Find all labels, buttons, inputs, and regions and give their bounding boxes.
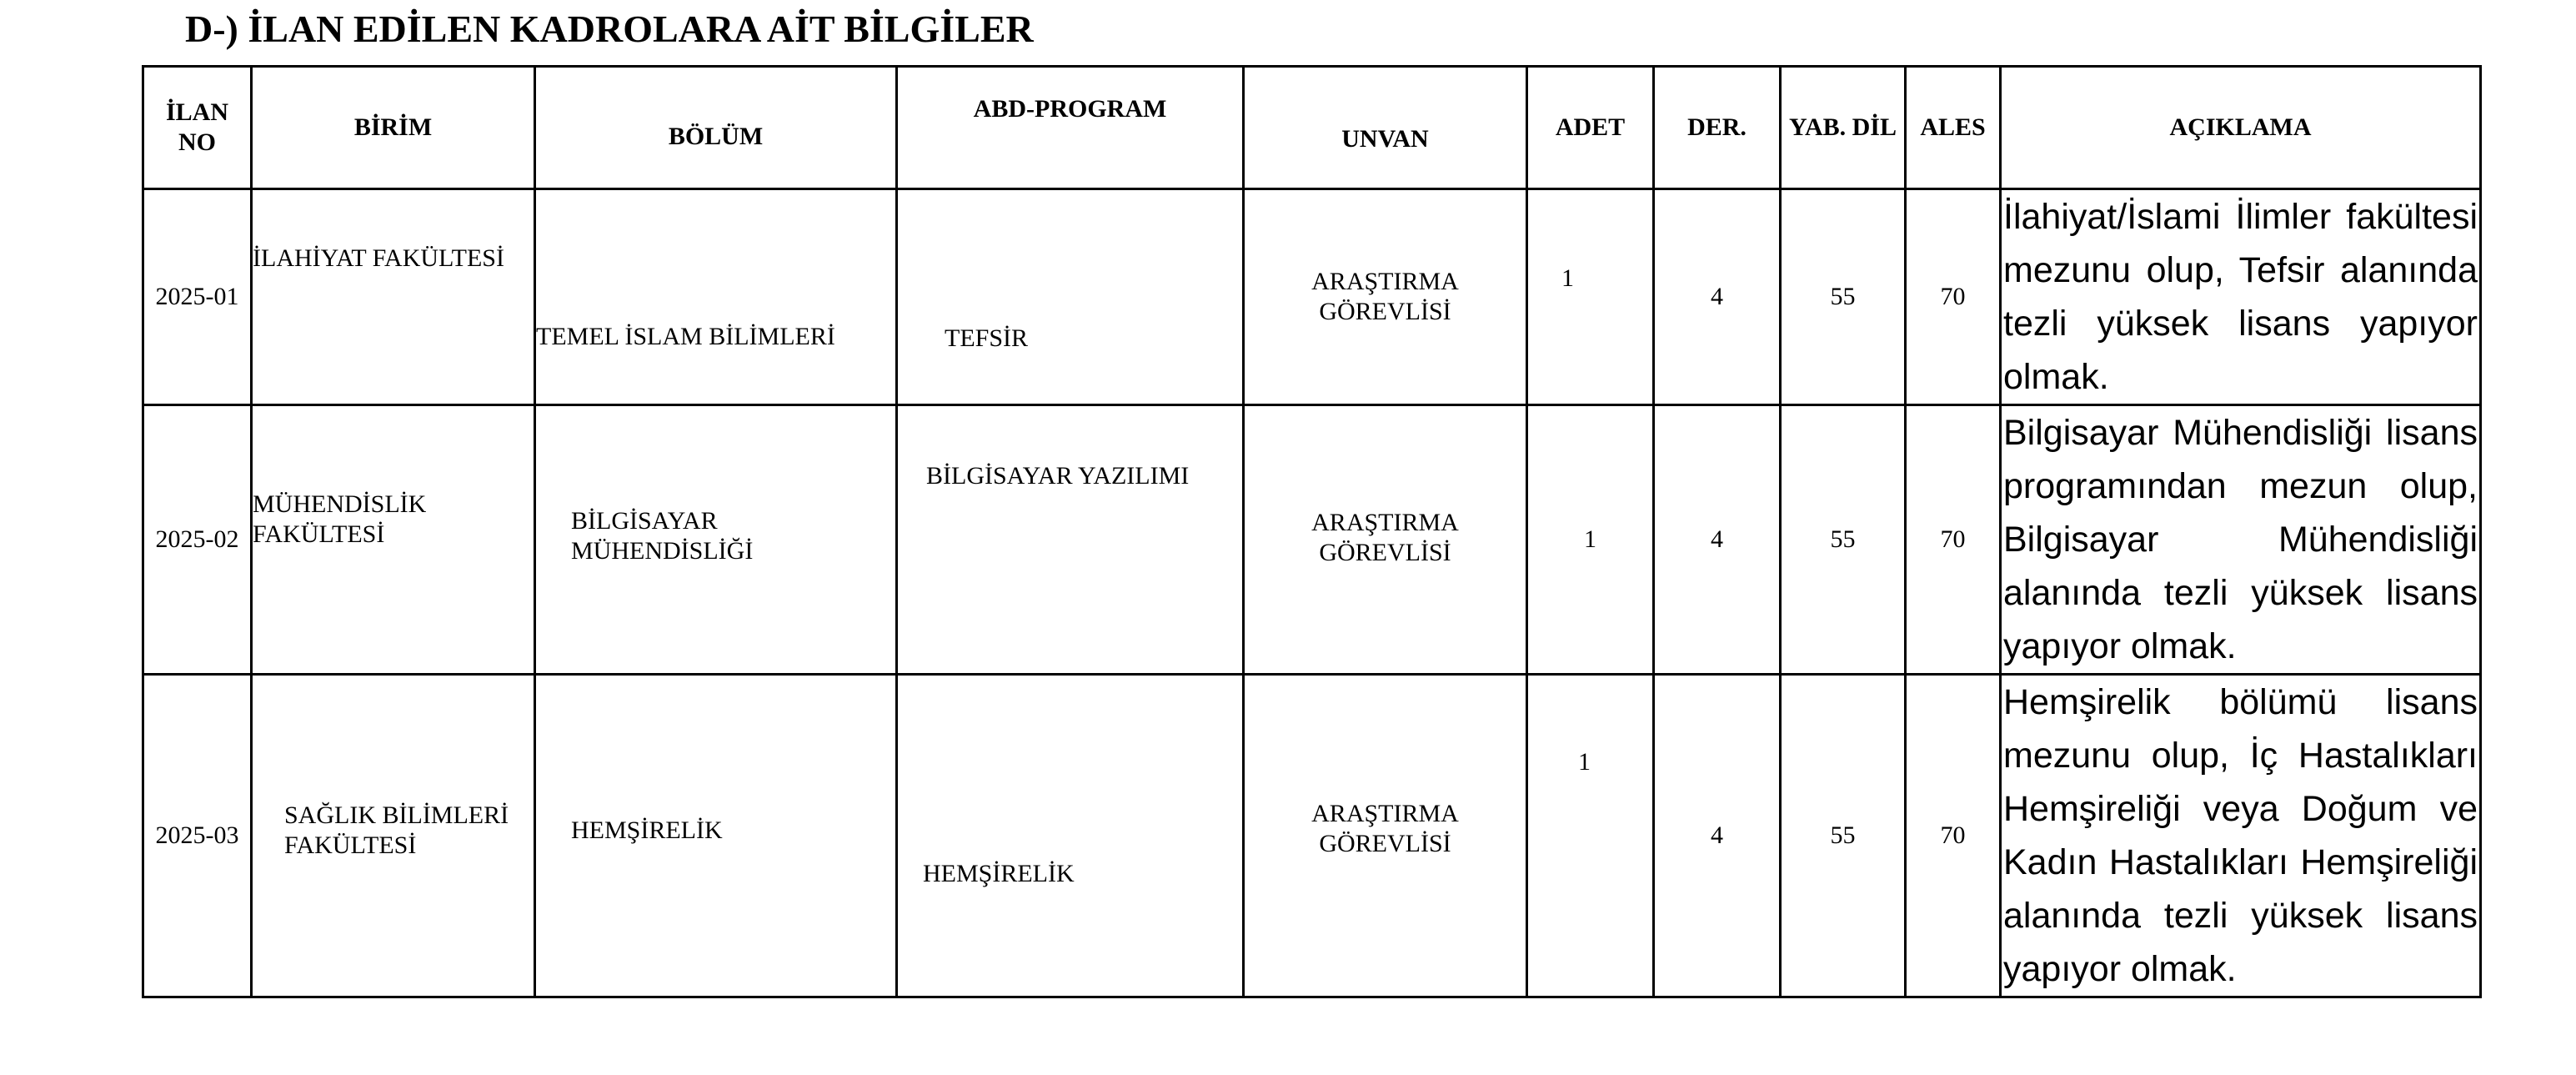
ilan-no-cell: 2025-01: [143, 189, 252, 405]
ales-cell: 70: [1906, 189, 2001, 405]
ales-cell: 70: [1906, 675, 2001, 997]
birim-cell: SAĞLIK BİLİMLERİ FAKÜLTESİ: [284, 801, 509, 859]
unvan-cell: ARAŞTIRMA GÖREVLİSİ: [1311, 268, 1459, 325]
section-title: D-) İLAN EDİLEN KADROLARA AİT BİLGİLER: [185, 8, 1034, 50]
ales-cell: 70: [1906, 405, 2001, 675]
header-yab-dil: YAB. DİL: [1781, 67, 1906, 189]
bolum-cell: HEMŞİRELİK: [571, 816, 723, 844]
unvan-cell: ARAŞTIRMA GÖREVLİSİ: [1311, 800, 1459, 857]
table-row: [143, 189, 2481, 405]
aciklama-cell: Bilgisayar Mühendisliği lisans programından mezun olup, Bilgisayar Mühendisliği alanında tezli yüksek lisans yapıyor olmak.: [2001, 405, 2481, 675]
header-bolum: BÖLÜM: [535, 67, 897, 189]
abd-program-cell: TEFSİR: [945, 324, 1029, 352]
birim-cell: İLAHİYAT FAKÜLTESİ: [253, 244, 504, 272]
adet-cell: 1: [1578, 748, 1591, 776]
table-header-row: [143, 67, 2481, 189]
positions-table: [142, 65, 2482, 998]
header-adet: ADET: [1527, 67, 1654, 189]
header-der: DER.: [1654, 67, 1781, 189]
aciklama-cell: İlahiyat/İslami İlimler fakültesi mezunu olup, Tefsir alanında tezli yüksek lisans yapıyor olmak.: [2001, 189, 2481, 405]
abd-program-cell: HEMŞİRELİK: [923, 860, 1075, 887]
header-birim: BİRİM: [252, 67, 535, 189]
yab-dil-cell: 55: [1781, 405, 1906, 675]
der-cell: 4: [1654, 405, 1781, 675]
ilan-no-cell: 2025-03: [143, 675, 252, 997]
header-aciklama: AÇIKLAMA: [2001, 67, 2481, 189]
header-abd-program: ABD-PROGRAM: [897, 67, 1244, 189]
bolum-cell: BİLGİSAYAR MÜHENDİSLİĞİ: [571, 507, 754, 565]
header-ales: ALES: [1906, 67, 2001, 189]
table-row: [143, 405, 2481, 675]
unvan-cell: ARAŞTIRMA GÖREVLİSİ: [1311, 509, 1459, 566]
header-ilan-no: İLAN NO: [143, 67, 252, 189]
der-cell: 4: [1654, 675, 1781, 997]
adet-cell: 1: [1561, 264, 1574, 292]
table-row: [143, 675, 2481, 997]
yab-dil-cell: 55: [1781, 675, 1906, 997]
adet-cell: 1: [1527, 405, 1654, 675]
der-cell: 4: [1654, 189, 1781, 405]
ilan-no-cell: 2025-02: [143, 405, 252, 675]
aciklama-cell: Hemşirelik bölümü lisans mezunu olup, İç Hastalıkları Hemşireliği veya Doğum ve Kadın Hastalıkları Hemşireliği alanında tezli yüksek lisans yapıyor olmak.: [2001, 675, 2481, 997]
bolum-cell: TEMEL İSLAM BİLİMLERİ: [536, 323, 835, 350]
header-unvan: UNVAN: [1244, 67, 1527, 189]
birim-cell: MÜHENDİSLİK FAKÜLTESİ: [253, 490, 427, 548]
yab-dil-cell: 55: [1781, 189, 1906, 405]
abd-program-cell: BİLGİSAYAR YAZILIMI: [926, 462, 1190, 490]
